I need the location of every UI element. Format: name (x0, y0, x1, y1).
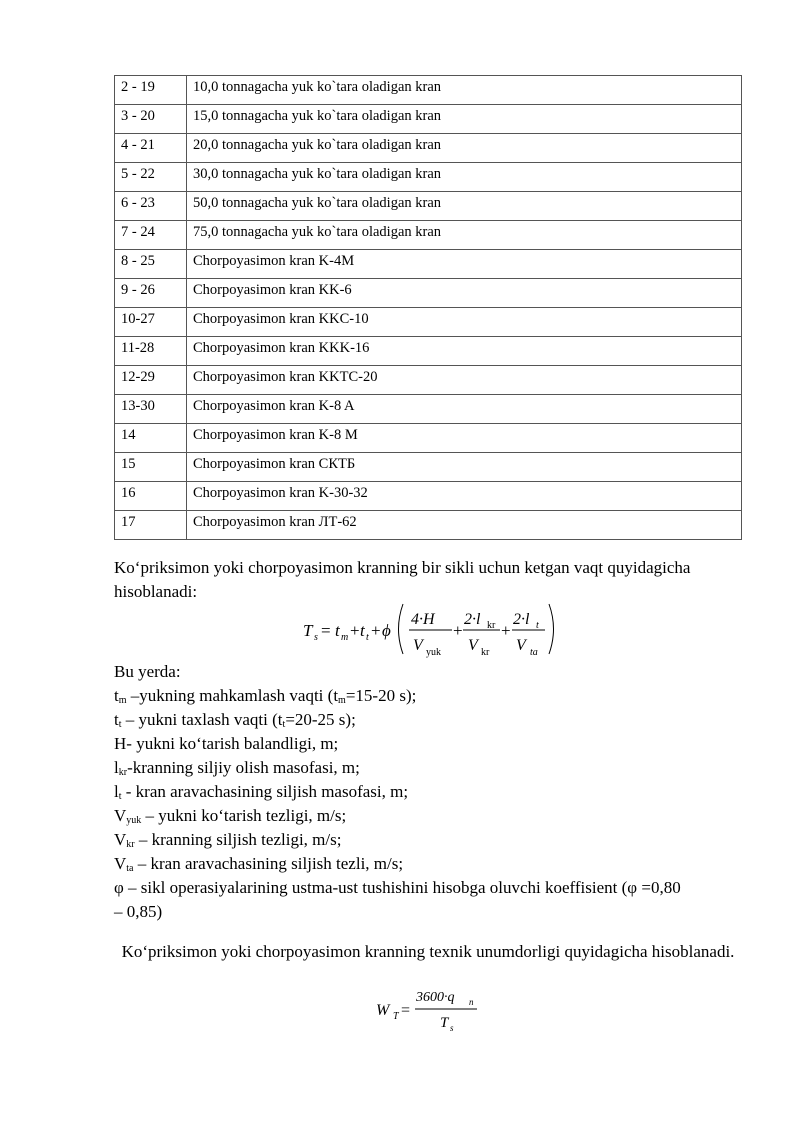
definition-text: -kranning siljiy olish masofasi, m; (127, 758, 360, 777)
productivity-formula (374, 985, 484, 1033)
crane-table-body (115, 76, 742, 540)
formula2-num-sub: n (469, 997, 474, 1007)
row-number-cell: 12-29 (115, 366, 187, 395)
row-number-cell: 15 (115, 453, 187, 482)
table-row (115, 163, 742, 192)
crane-name-cell: Chorpoyasimon kran KK-6 (187, 279, 742, 308)
formula2-eq: = (401, 1002, 411, 1019)
formula2-den: T (440, 1015, 449, 1031)
formula-plus-3: + (453, 621, 463, 640)
table-row (115, 482, 742, 511)
table-row (115, 192, 742, 221)
definition-text: - yukni ko‘tarish balandligi, m; (126, 734, 339, 753)
definition-line (114, 780, 681, 804)
row-number-cell: 17 (115, 511, 187, 540)
table-row (115, 308, 742, 337)
row-number-cell: 8 - 25 (115, 250, 187, 279)
table-row (115, 76, 742, 105)
definition-sub: t (118, 719, 122, 730)
definition-sym: t (114, 710, 119, 729)
formula-plus-1: + (350, 621, 360, 640)
table-row (115, 337, 742, 366)
phi-definition-line-1: φ – sikl operasiyalarining ustma-ust tushishini hisobga oluvchi koeffisient (φ =0,80 (114, 878, 681, 897)
definition-line (114, 828, 681, 852)
frac2-num-sub: kr (487, 620, 496, 631)
phi-definition-line-2: – 0,85) (114, 902, 163, 921)
crane-name-cell: Chorpoyasimon kran KKC-10 (187, 308, 742, 337)
formula-tm: t (335, 621, 340, 640)
frac3-num-sub: t (536, 620, 539, 631)
definition-sym: V (114, 830, 127, 849)
definition-tail: =15-20 s); (345, 686, 417, 705)
crane-name-cell: Chorpoyasimon kran ЛТ-62 (187, 511, 742, 540)
formula-plus-4: + (501, 621, 511, 640)
definitions-block (114, 660, 681, 924)
crane-name-cell: 10,0 tonnagacha yuk ko`tara oladigan kran (187, 76, 742, 105)
formula-lhs-sub: s (314, 632, 318, 643)
definition-sub: yuk (126, 815, 142, 826)
frac2-den: V (468, 637, 478, 654)
definition-sub: m (118, 695, 127, 706)
row-number-cell: 16 (115, 482, 187, 511)
definitions-heading: Bu yerda: (114, 662, 181, 681)
definition-sym: l (114, 782, 119, 801)
table-row (115, 134, 742, 163)
right-paren (549, 604, 554, 654)
definition-text: –yukning mahkamlash vaqti (t (126, 686, 339, 705)
definition-tail: =20-25 s); (285, 710, 356, 729)
row-number-cell: 9 - 26 (115, 279, 187, 308)
crane-name-cell: 75,0 tonnagacha yuk ko`tara oladigan kran (187, 221, 742, 250)
definition-line (114, 804, 681, 828)
crane-table (114, 75, 742, 540)
frac1-den-sub: yuk (426, 647, 441, 658)
frac3-num: 2·l (513, 611, 530, 628)
formula-tm-sub: m (341, 632, 349, 643)
crane-name-cell: 15,0 tonnagacha yuk ko`tara oladigan kran (187, 105, 742, 134)
row-number-cell: 11-28 (115, 337, 187, 366)
row-number-cell: 2 - 19 (115, 76, 187, 105)
row-number-cell: 14 (115, 424, 187, 453)
crane-name-cell: 50,0 tonnagacha yuk ko`tara oladigan kran (187, 192, 742, 221)
crane-name-cell: Chorpoyasimon kran KKTC-20 (187, 366, 742, 395)
crane-name-cell: Chorpoyasimon kran K-8 A (187, 395, 742, 424)
crane-name-cell: 20,0 tonnagacha yuk ko`tara oladigan kran (187, 134, 742, 163)
formula2-lhs: W (376, 1002, 390, 1019)
row-number-cell: 7 - 24 (115, 221, 187, 250)
table-row (115, 424, 742, 453)
formula-lhs: T (303, 621, 313, 640)
frac2-num: 2·l (464, 611, 481, 628)
formula-plus-2: + (371, 621, 381, 640)
frac1-num: 4·H (411, 611, 435, 628)
formula2-num: 3600·q (416, 990, 455, 1005)
table-row (115, 279, 742, 308)
definition-text: - kran aravachasining siljish masofasi, m; (121, 782, 409, 801)
frac3-den-sub: ta (530, 647, 538, 658)
crane-name-cell: Chorpoyasimon kran KKK-16 (187, 337, 742, 366)
definition-sym: V (114, 854, 127, 873)
crane-name-cell: Chorpoyasimon kran СКТБ (187, 453, 742, 482)
table-row (115, 395, 742, 424)
formula-eq: = (321, 621, 331, 640)
definition-sub: t (118, 791, 122, 802)
row-number-cell: 13-30 (115, 395, 187, 424)
table-row (115, 511, 742, 540)
table-row (115, 366, 742, 395)
definition-line (114, 684, 681, 708)
intro-paragraph: Ko‘priksimon yoki chorpoyasimon kranning bir sikli uchun ketgan vaqt quyidagicha hisoblanadi: (114, 558, 691, 601)
table-row (115, 250, 742, 279)
definition-sub2: t (282, 719, 286, 730)
table-row (115, 453, 742, 482)
definition-text: – kran aravachasining siljish tezli, m/s; (133, 854, 404, 873)
crane-name-cell: 30,0 tonnagacha yuk ko`tara oladigan kran (187, 163, 742, 192)
frac1-den: V (413, 637, 423, 654)
definition-sym: t (114, 686, 119, 705)
row-number-cell: 10-27 (115, 308, 187, 337)
formula-tt: t (360, 621, 365, 640)
frac3-den: V (516, 637, 526, 654)
definition-sub: kr (126, 839, 135, 850)
table-row (115, 105, 742, 134)
row-number-cell: 5 - 22 (115, 163, 187, 192)
definition-sym: H (114, 734, 127, 753)
left-paren (399, 604, 404, 654)
definition-sub: kr (118, 767, 128, 778)
productivity-paragraph: Ko‘priksimon yoki chorpoyasimon kranning texnik unumdorligi quyidagicha hisoblanadi. (121, 942, 735, 961)
definition-sub2: m (338, 695, 346, 706)
row-number-cell: 6 - 23 (115, 192, 187, 221)
definition-line (114, 852, 681, 876)
formula-phi: ϕ (382, 621, 391, 640)
table-row (115, 221, 742, 250)
row-number-cell: 4 - 21 (115, 134, 187, 163)
crane-name-cell: Chorpoyasimon kran K-4M (187, 250, 742, 279)
definition-line (114, 756, 681, 780)
definition-text: – kranning siljish tezligi, m/s; (134, 830, 342, 849)
definition-sub: ta (126, 863, 134, 874)
formula-tt-sub: t (366, 632, 369, 643)
row-number-cell: 3 - 20 (115, 105, 187, 134)
definition-sym: l (114, 758, 119, 777)
definition-text: – yukni taxlash vaqti (t (121, 710, 283, 729)
formula2-den-sub: s (450, 1023, 454, 1033)
definition-text: – yukni ko‘tarish tezligi, m/s; (141, 806, 347, 825)
definitions-list (114, 684, 681, 876)
frac2-den-sub: kr (481, 647, 490, 658)
crane-name-cell: Chorpoyasimon kran K-30-32 (187, 482, 742, 511)
definition-line (114, 708, 681, 732)
formula2-lhs-sub: T (393, 1011, 399, 1022)
crane-name-cell: Chorpoyasimon kran K-8 M (187, 424, 742, 453)
definition-sym: V (114, 806, 127, 825)
cycle-time-formula (300, 600, 560, 658)
definition-line (114, 732, 681, 756)
